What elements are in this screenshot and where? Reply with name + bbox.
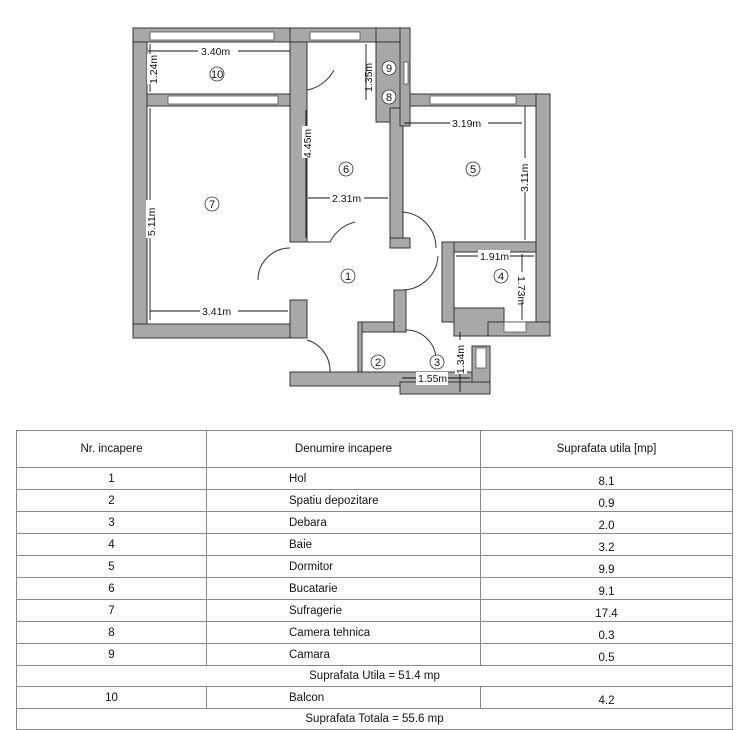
dim-label: 3.40m: [201, 46, 231, 58]
cell-area: 9.1: [481, 578, 733, 600]
dim-label: 3.19m: [452, 118, 482, 130]
room-number: 3: [434, 357, 441, 369]
summary-totala: Suprafata Totala = 55.6 mp: [17, 709, 733, 730]
table-row: [17, 600, 733, 622]
cell-area: 4.2: [481, 687, 733, 709]
cell-name: Camera tehnica: [207, 622, 481, 644]
cell-name: Debara: [207, 512, 481, 534]
dim-label: 4.45m: [302, 128, 314, 158]
cell-nr: 5: [17, 556, 207, 578]
cell-name: Dormitor: [207, 556, 481, 578]
cell-name: Spatiu depozitare: [207, 490, 481, 512]
room-number: 9: [386, 63, 393, 75]
table-row: [17, 644, 733, 666]
dim-label: 1.34m: [455, 344, 467, 374]
walls: [133, 28, 550, 394]
cell-name: Camara: [207, 644, 481, 666]
cell-nr: 1: [17, 468, 207, 490]
cell-area: 0.5: [481, 644, 733, 666]
table-header-row: [17, 431, 733, 468]
cell-nr: 9: [17, 644, 207, 666]
table-row: [17, 556, 733, 578]
cell-nr: 10: [17, 687, 207, 709]
table-row: [17, 578, 733, 600]
dim-label: 1.55m: [418, 373, 448, 385]
cell-nr: 6: [17, 578, 207, 600]
summary-row-utila: [17, 666, 733, 687]
cell-name: Baie: [207, 534, 481, 556]
table-row: [17, 468, 733, 490]
cell-name: Sufragerie: [207, 600, 481, 622]
cell-nr: 7: [17, 600, 207, 622]
summary-row-totala: [17, 709, 733, 730]
cell-name: Hol: [207, 468, 481, 490]
cell-area: 17.4: [481, 600, 733, 622]
summary-utila: Suprafata Utila = 51.4 mp: [17, 666, 733, 687]
room-number: 1: [345, 271, 352, 283]
dim-label: 5.11m: [146, 207, 158, 236]
room-number: 6: [343, 164, 350, 176]
cell-area: 0.3: [481, 622, 733, 644]
table-row: [17, 490, 733, 512]
cell-name: Bucatarie: [207, 578, 481, 600]
dim-label: 1.35m: [363, 62, 375, 92]
dim-label: 1.73m: [515, 276, 527, 306]
room-number: 8: [386, 92, 393, 104]
cell-name: Balcon: [207, 687, 481, 709]
room-number: 7: [209, 199, 216, 211]
table-row: [17, 622, 733, 644]
room-number: 2: [375, 357, 382, 369]
cell-nr: 2: [17, 490, 207, 512]
room-number: 10: [211, 69, 224, 81]
dim-label: 1.24m: [148, 54, 160, 84]
cell-area: 0.9: [481, 490, 733, 512]
cell-area: 3.2: [481, 534, 733, 556]
cell-nr: 4: [17, 534, 207, 556]
cell-nr: 8: [17, 622, 207, 644]
cell-area: 2.0: [481, 512, 733, 534]
dim-label: 2.31m: [332, 193, 362, 205]
table-row-balcony: [17, 687, 733, 709]
col-header-name: Denumire incapere: [207, 431, 481, 468]
dim-label: 1.91m: [480, 251, 510, 263]
table-row: [17, 512, 733, 534]
dim-label: 3.41m: [202, 306, 232, 318]
cell-area: 8.1: [481, 468, 733, 490]
cell-area: 9.9: [481, 556, 733, 578]
cell-nr: 3: [17, 512, 207, 534]
dim-label: 3.11m: [519, 163, 531, 192]
col-header-area: Suprafata utila [mp]: [481, 431, 733, 468]
col-header-nr: Nr. incapere: [17, 431, 207, 468]
table-row: [17, 534, 733, 556]
room-number: 4: [498, 271, 505, 283]
room-table: [16, 430, 733, 730]
room-number: 5: [470, 164, 477, 176]
